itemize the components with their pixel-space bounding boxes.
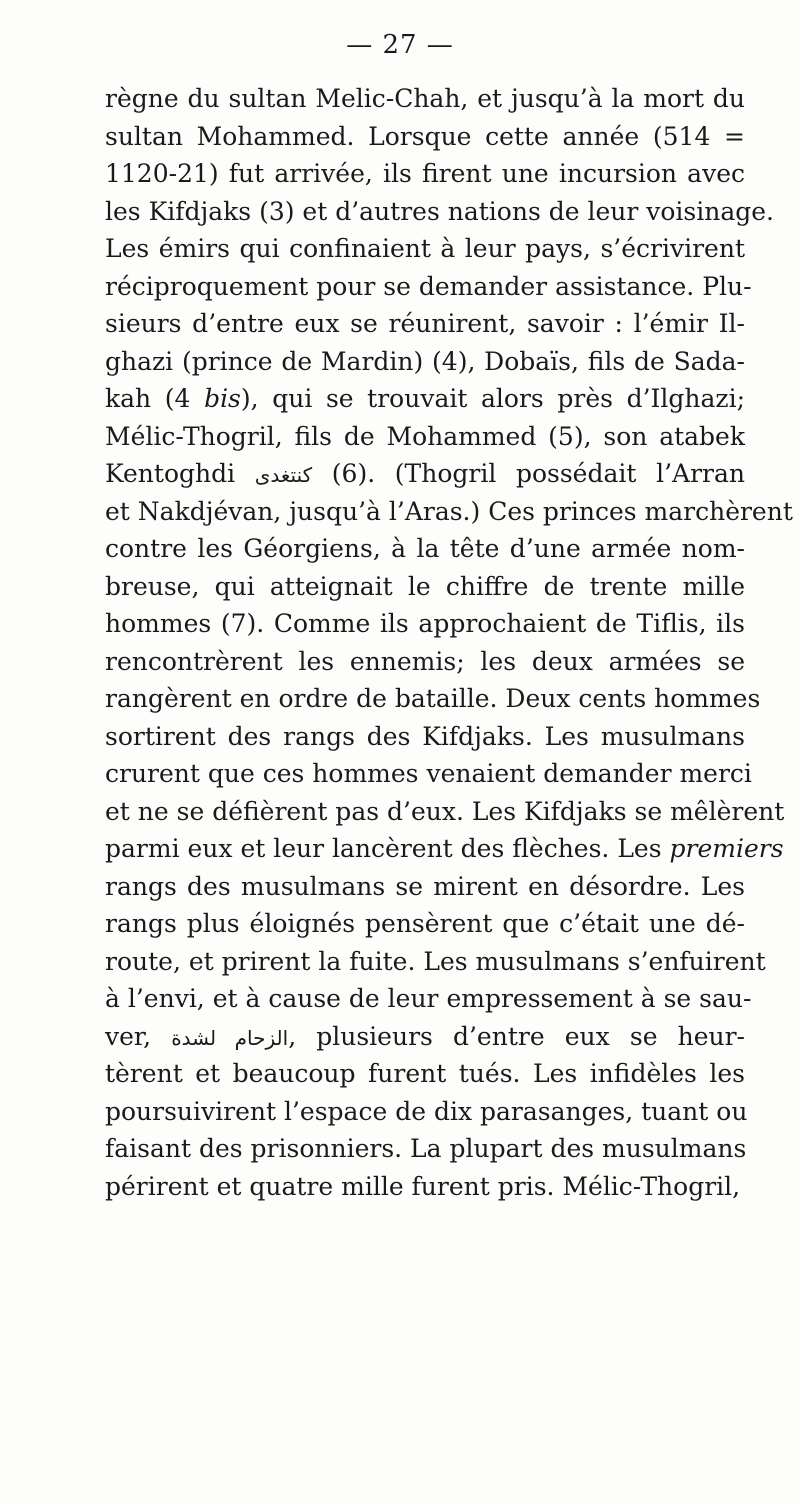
arabic-text: الزحام لشدة <box>171 1025 289 1050</box>
text-line: sultan Mohammed. Lorsque cette année (514 = <box>105 121 745 151</box>
italic-text: bis <box>204 384 241 413</box>
text-segment: , plusieurs d’entre eux se heur- <box>288 1021 746 1051</box>
text-segment: ), qui se trouvait alors près d’Ilghazi; <box>240 384 745 413</box>
text-segment: parmi eux et leur lancèrent des flèches. Les <box>105 834 670 863</box>
text-line: réciproquement pour se demander assistance. Plu- <box>105 271 752 301</box>
text-line: règne du sultan Melic-Chah, et jusqu’à la mort du <box>105 84 745 113</box>
text-line: rangs plus éloignés pensèrent que c’était une dé- <box>105 909 745 938</box>
text-line: rangèrent en ordre de bataille. Deux cents hommes <box>105 684 761 713</box>
text-line <box>105 830 784 868</box>
text-line: sortirent des rangs des Kifdjaks. Les musulmans <box>105 721 745 751</box>
text-line: crurent que ces hommes venaient demander merci <box>105 759 752 788</box>
text-line: Les émirs qui confinaient à leur pays, s’écrivirent <box>105 234 745 263</box>
text-line: 1120-21) fut arrivée, ils firent une incursion avec <box>105 159 745 188</box>
text-line: contre les Géorgiens, à la tête d’une armée nom- <box>105 534 745 563</box>
text-segment: Kentoghdi <box>105 459 255 488</box>
text-line: les Kifdjaks (3) et d’autres nations de leur voisinage. <box>105 196 775 226</box>
text-line <box>105 1018 745 1056</box>
text-segment: ver, <box>105 1021 172 1051</box>
text-line: breuse, qui atteignait le chiffre de trente mille <box>105 571 745 601</box>
text-segment: (6). (Thogril possédait l’Arran <box>312 459 745 488</box>
text-line: et ne se défièrent pas d’eux. Les Kifdjaks se mêlèrent <box>105 796 785 826</box>
text-line <box>105 380 745 418</box>
text-line: tèrent et beaucoup furent tués. Les infidèles les <box>105 1059 745 1088</box>
text-line: rencontrèrent les ennemis; les deux armées se <box>105 646 745 676</box>
text-line: rangs des musulmans se mirent en désordre. Les <box>105 871 745 901</box>
text-line: poursuivirent l’espace de dix parasanges, tuant ou <box>105 1096 748 1126</box>
text-line: hommes (7). Comme ils approchaient de Tiflis, ils <box>105 609 745 638</box>
text-line: périrent et quatre mille furent pris. Mélic-Thogril, <box>105 1171 741 1201</box>
page-number: — 27 — <box>346 30 454 60</box>
text-line: Mélic-Thogril, fils de Mohammed (5), son atabek <box>105 421 745 451</box>
body-text <box>105 80 793 1205</box>
text-line: à l’envi, et à cause de leur empressement à se sau- <box>105 984 752 1013</box>
text-line: sieurs d’entre eux se réunirent, savoir : l’émir Il- <box>105 309 745 338</box>
text-segment: kah (4 <box>105 384 205 413</box>
text-line: route, et prirent la fuite. Les musulmans s’enfuirent <box>105 946 766 976</box>
text-line: faisant des prisonniers. La plupart des musulmans <box>105 1134 747 1163</box>
italic-text: premiers <box>669 834 784 863</box>
text-line <box>105 455 745 493</box>
text-line: et Nakdjévan, jusqu’à l’Aras.) Ces princes marchèrent <box>105 496 793 526</box>
arabic-text: كنتغدى <box>254 463 313 487</box>
text-line: ghazi (prince de Mardin) (4), Dobaïs, fils de Sada- <box>105 346 745 376</box>
